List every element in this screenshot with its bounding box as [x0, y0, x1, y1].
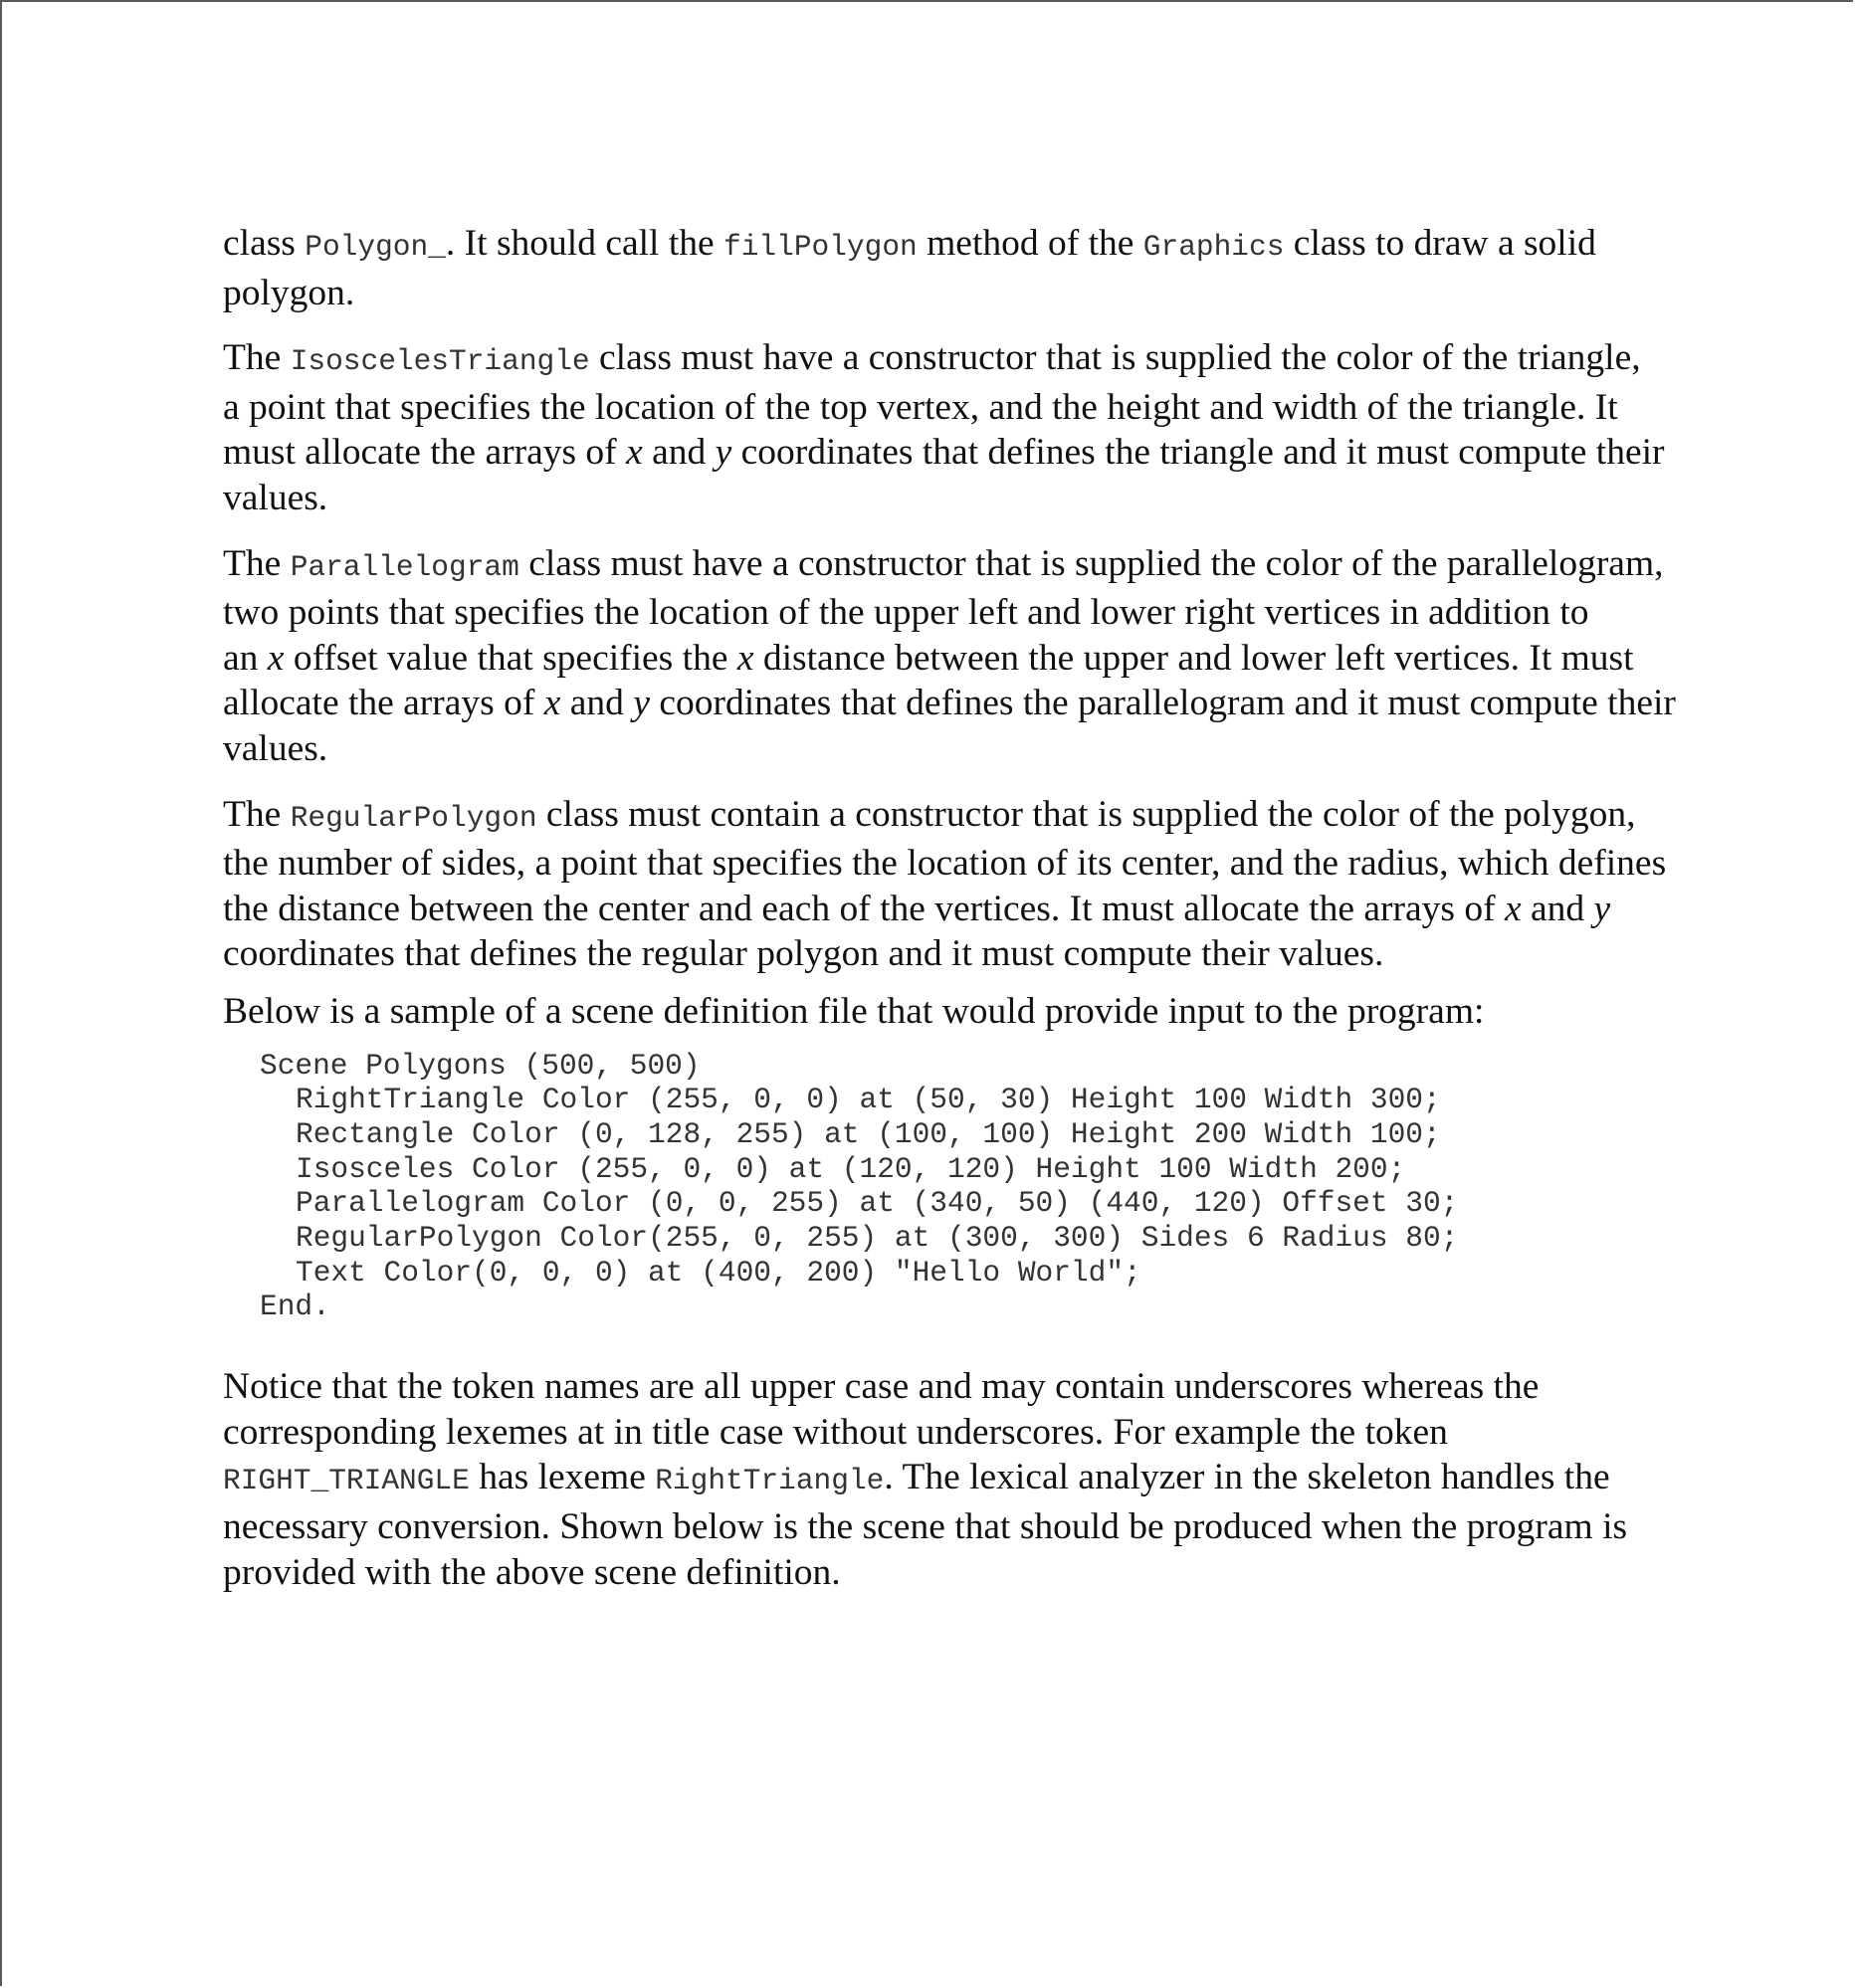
- text-run: class to draw a solid: [1284, 223, 1596, 264]
- code-term: RIGHT_TRIANGLE: [223, 1464, 470, 1498]
- text-line: [223, 681, 1686, 726]
- text-run: allocate the arrays of: [223, 683, 544, 724]
- text-run: and: [560, 683, 634, 724]
- paragraph-token-names: [223, 1364, 1686, 1595]
- text-run: . The lexical analyzer in the skeleton handles the: [884, 1457, 1610, 1498]
- text-run: an: [223, 637, 268, 679]
- code-line: RegularPolygon Color(255, 0, 255) at (300, 300) Sides 6 Radius 80;: [296, 1221, 1459, 1256]
- text-run: must allocate the arrays of: [223, 432, 627, 474]
- text-line: [223, 335, 1686, 385]
- text-line: [223, 541, 1686, 591]
- code-line: Scene Polygons (500, 500): [260, 1048, 701, 1083]
- text-line: [223, 887, 1686, 932]
- text-run: and: [1521, 888, 1594, 929]
- text-run: offset value that specifies the: [284, 637, 737, 679]
- text-line: Below is a sample of a scene definition file that would provide input to the program:: [223, 990, 1485, 1032]
- text-line: a point that specifies the location of the top vertex, and the height and width of the triangle. It: [223, 386, 1618, 428]
- text-line: Notice that the token names are all upper case and may contain underscores whereas the: [223, 1366, 1540, 1408]
- code-line: Parallelogram Color (0, 0, 255) at (340, 50) (440, 120) Offset 30;: [296, 1186, 1459, 1221]
- code-line: Isosceles Color (255, 0, 0) at (120, 120) Height 100 Width 200;: [296, 1151, 1406, 1186]
- code-line: RightTriangle Color (255, 0, 0) at (50, 30) Height 100 Width 300;: [296, 1083, 1441, 1117]
- paragraph-isosceles-triangle: [223, 335, 1686, 520]
- text-line: [223, 636, 1686, 682]
- text-run: class must have a constructor that is supplied the color of the parallelogram,: [518, 542, 1664, 584]
- text-line: the number of sides, a point that specifies the location of its center, and the radius, which defines: [223, 843, 1667, 885]
- document-body: [223, 221, 1686, 1615]
- text-line: values.: [223, 477, 328, 518]
- code-term: RegularPolygon: [290, 800, 537, 835]
- math-var: x: [736, 637, 754, 679]
- text-line: [223, 430, 1686, 476]
- math-var: y: [1593, 888, 1611, 929]
- text-line: values.: [223, 727, 328, 769]
- text-run: class must contain a constructor that is supplied the color of the polygon,: [536, 793, 1636, 835]
- text-run: has lexeme: [469, 1457, 656, 1498]
- paragraph-regular-polygon: [223, 792, 1686, 977]
- code-term: Graphics: [1142, 230, 1285, 264]
- code-term: Polygon_: [305, 230, 446, 264]
- text-run: and: [642, 432, 716, 474]
- text-run: class: [223, 223, 306, 264]
- text-line: [223, 1455, 1686, 1504]
- text-run: The: [223, 793, 291, 835]
- paragraph-sample-intro: [223, 989, 1686, 1035]
- text-run: The: [223, 542, 291, 584]
- text-line: polygon.: [223, 272, 355, 313]
- code-term: fillPolygon: [723, 230, 918, 264]
- code-term: IsoscelesTriangle: [290, 344, 590, 379]
- text-line: necessary conversion. Shown below is the scene that should be produced when the program is: [223, 1505, 1628, 1547]
- paragraph-polygon-fill: [223, 221, 1686, 315]
- text-line: coordinates that defines the regular polygon and it must compute their values.: [223, 933, 1384, 975]
- text-run: distance between the upper and lower left vertices. It must: [753, 637, 1634, 679]
- math-var: x: [626, 432, 643, 474]
- code-line: Text Color(0, 0, 0) at (400, 200) "Hello World";: [296, 1255, 1141, 1290]
- math-var: x: [543, 683, 561, 724]
- code-term: RightTriangle: [655, 1464, 885, 1498]
- text-line: provided with the above scene definition.: [223, 1551, 841, 1593]
- text-run: coordinates that defines the parallelogram and it must compute their: [649, 683, 1676, 724]
- text-line: two points that specifies the location of the upper left and lower right vertices in addition to: [223, 592, 1589, 634]
- paragraph-parallelogram: [223, 541, 1686, 772]
- math-var: x: [267, 637, 285, 679]
- text-run: method of the: [917, 223, 1143, 264]
- math-var: y: [715, 432, 732, 474]
- math-var: x: [1504, 888, 1522, 929]
- text-run: . It should call the: [445, 223, 724, 264]
- text-run: coordinates that defines the triangle and it must compute their: [731, 432, 1665, 474]
- text-line: [223, 221, 1686, 271]
- math-var: y: [633, 683, 650, 724]
- code-line: End.: [260, 1290, 330, 1324]
- text-run: The: [223, 337, 291, 379]
- code-term: Parallelogram: [290, 549, 519, 584]
- scene-definition-code-block: [260, 1049, 1686, 1325]
- code-line: Rectangle Color (0, 128, 255) at (100, 100) Height 200 Width 100;: [296, 1116, 1441, 1151]
- text-run: the distance between the center and each of the vertices. It must allocate the arrays of: [223, 888, 1505, 929]
- text-line: corresponding lexemes at in title case without underscores. For example the token: [223, 1411, 1448, 1453]
- text-run: class must have a constructor that is supplied the color of the triangle,: [589, 337, 1641, 379]
- text-line: [223, 792, 1686, 842]
